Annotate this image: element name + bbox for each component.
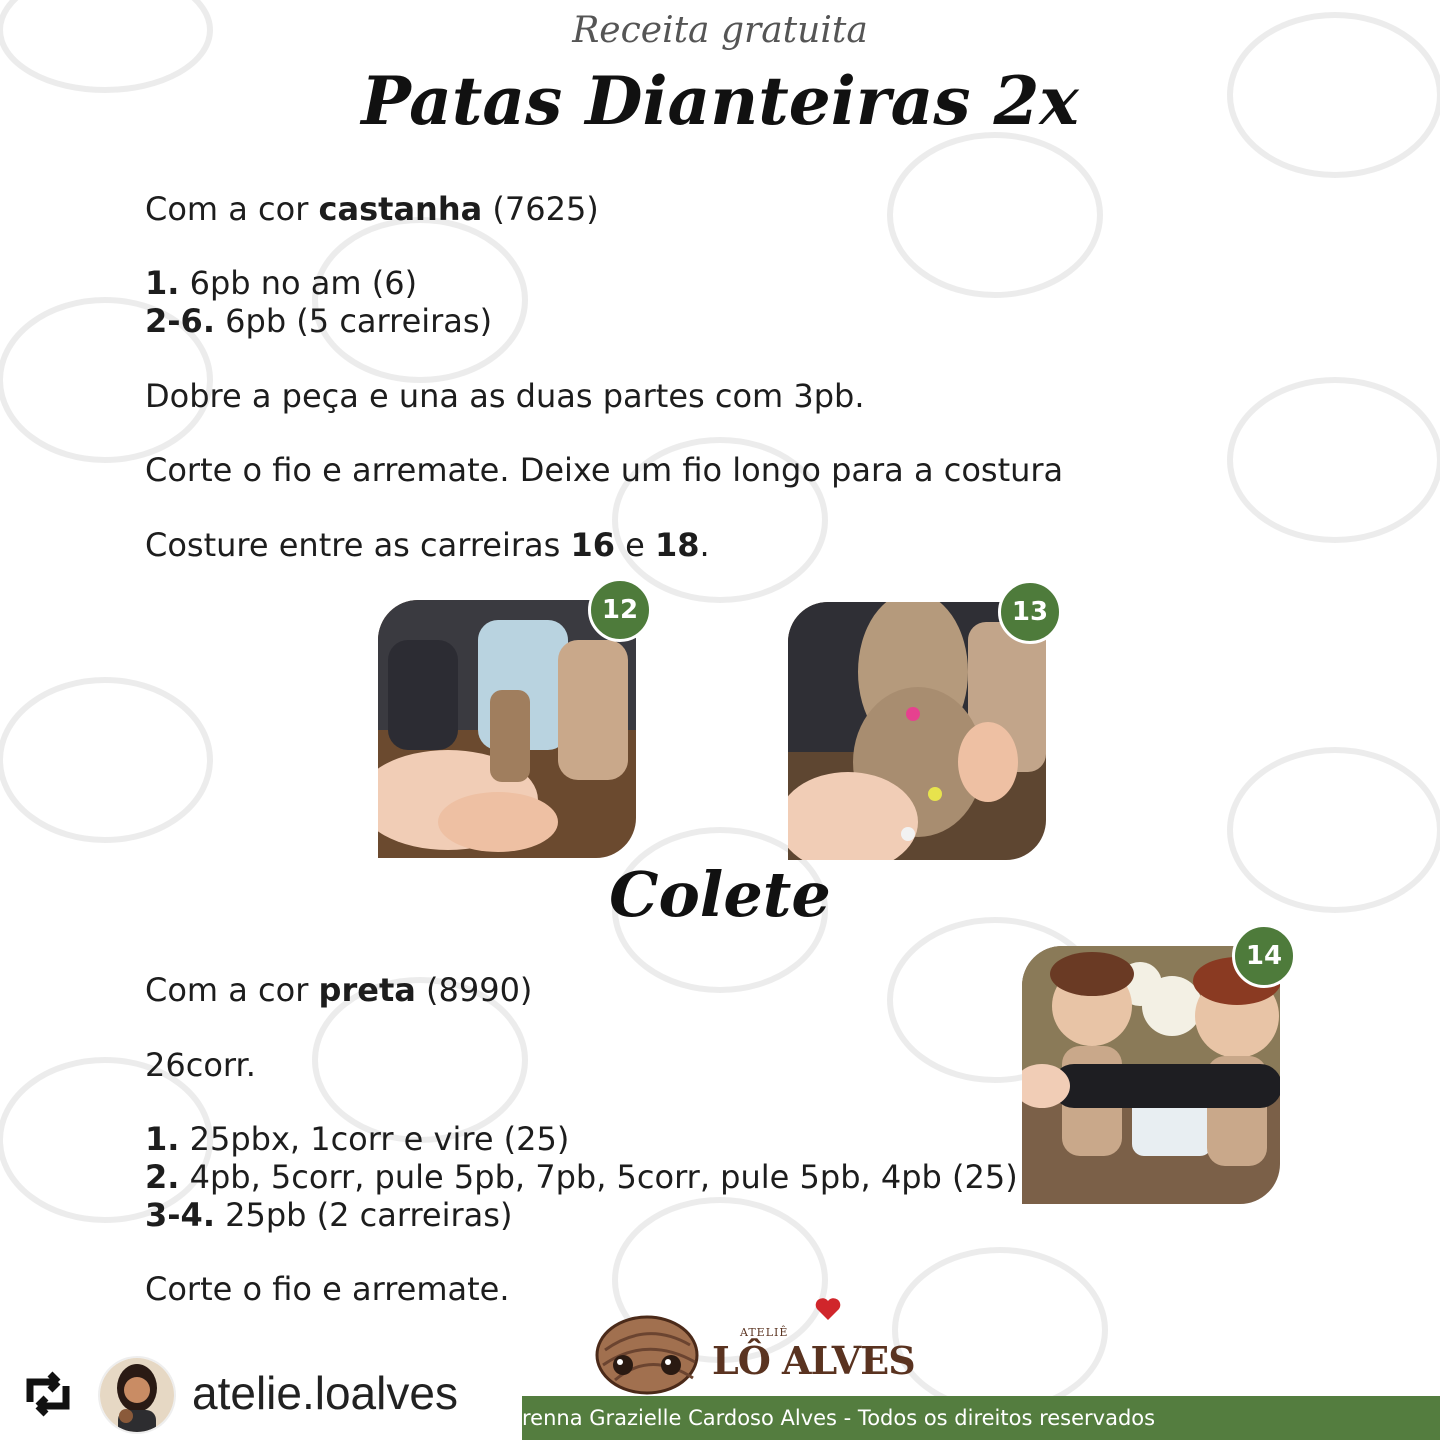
- fold-instruction: Dobre a peça e una as duas partes com 3pb.: [145, 377, 865, 415]
- step-badge-14: 14: [1232, 924, 1296, 988]
- recipe-subtitle: Receita gratuita: [572, 10, 868, 51]
- cut-instruction: Corte o fio e arremate. Deixe um fio longo para a costura: [145, 451, 1064, 489]
- avatar[interactable]: [98, 1356, 176, 1434]
- color-name-2: preta: [318, 971, 416, 1009]
- copyright-bar: renna Grazielle Cardoso Alves - Todos os direitos reservados: [522, 1396, 1440, 1440]
- yarn-ball-logo-icon: [595, 1310, 703, 1396]
- vest-row-1: 1. 25pbx, 1corr e vire (25): [145, 1120, 570, 1158]
- crochet-photo-image: [378, 600, 636, 858]
- page-title: Patas Dianteiras 2x: [361, 62, 1079, 140]
- crochet-photo-image: [788, 602, 1046, 860]
- step-photo-14: [1022, 946, 1280, 1204]
- step-badge-13: 13: [998, 580, 1062, 644]
- row-instruction-2: 2-6. 6pb (5 carreiras): [145, 302, 493, 340]
- color-instruction-2: Com a cor preta (8990): [145, 971, 533, 1009]
- step-photo-12: [378, 600, 636, 858]
- step-badge-12: 12: [588, 578, 652, 642]
- logo-brand-text: LÔ ALVES: [712, 1338, 915, 1383]
- vest-cut-instruction: Corte o fio e arremate.: [145, 1270, 510, 1308]
- crochet-photo-image: [1022, 946, 1280, 1204]
- chain-instruction: 26corr.: [145, 1046, 256, 1084]
- heart-icon: [814, 1296, 842, 1322]
- vest-row-2: 2. 4pb, 5corr, pule 5pb, 7pb, 5corr, pule 5pb, 4pb (25): [145, 1158, 1018, 1196]
- username[interactable]: atelie.loalves: [192, 1367, 458, 1419]
- section-title-colete: Colete: [609, 858, 831, 931]
- avatar-image: [100, 1358, 174, 1432]
- repost-icon[interactable]: [20, 1370, 76, 1418]
- logo-small-text: ATELIÊ: [740, 1326, 789, 1339]
- row-instruction-1: 1. 6pb no am (6): [145, 264, 418, 302]
- color-name: castanha: [318, 190, 483, 228]
- vest-row-3: 3-4. 25pb (2 carreiras): [145, 1196, 513, 1234]
- color-instruction: Com a cor castanha (7625): [145, 190, 599, 228]
- sew-instruction: Costure entre as carreiras 16 e 18.: [145, 526, 710, 564]
- step-photo-13: [788, 602, 1046, 860]
